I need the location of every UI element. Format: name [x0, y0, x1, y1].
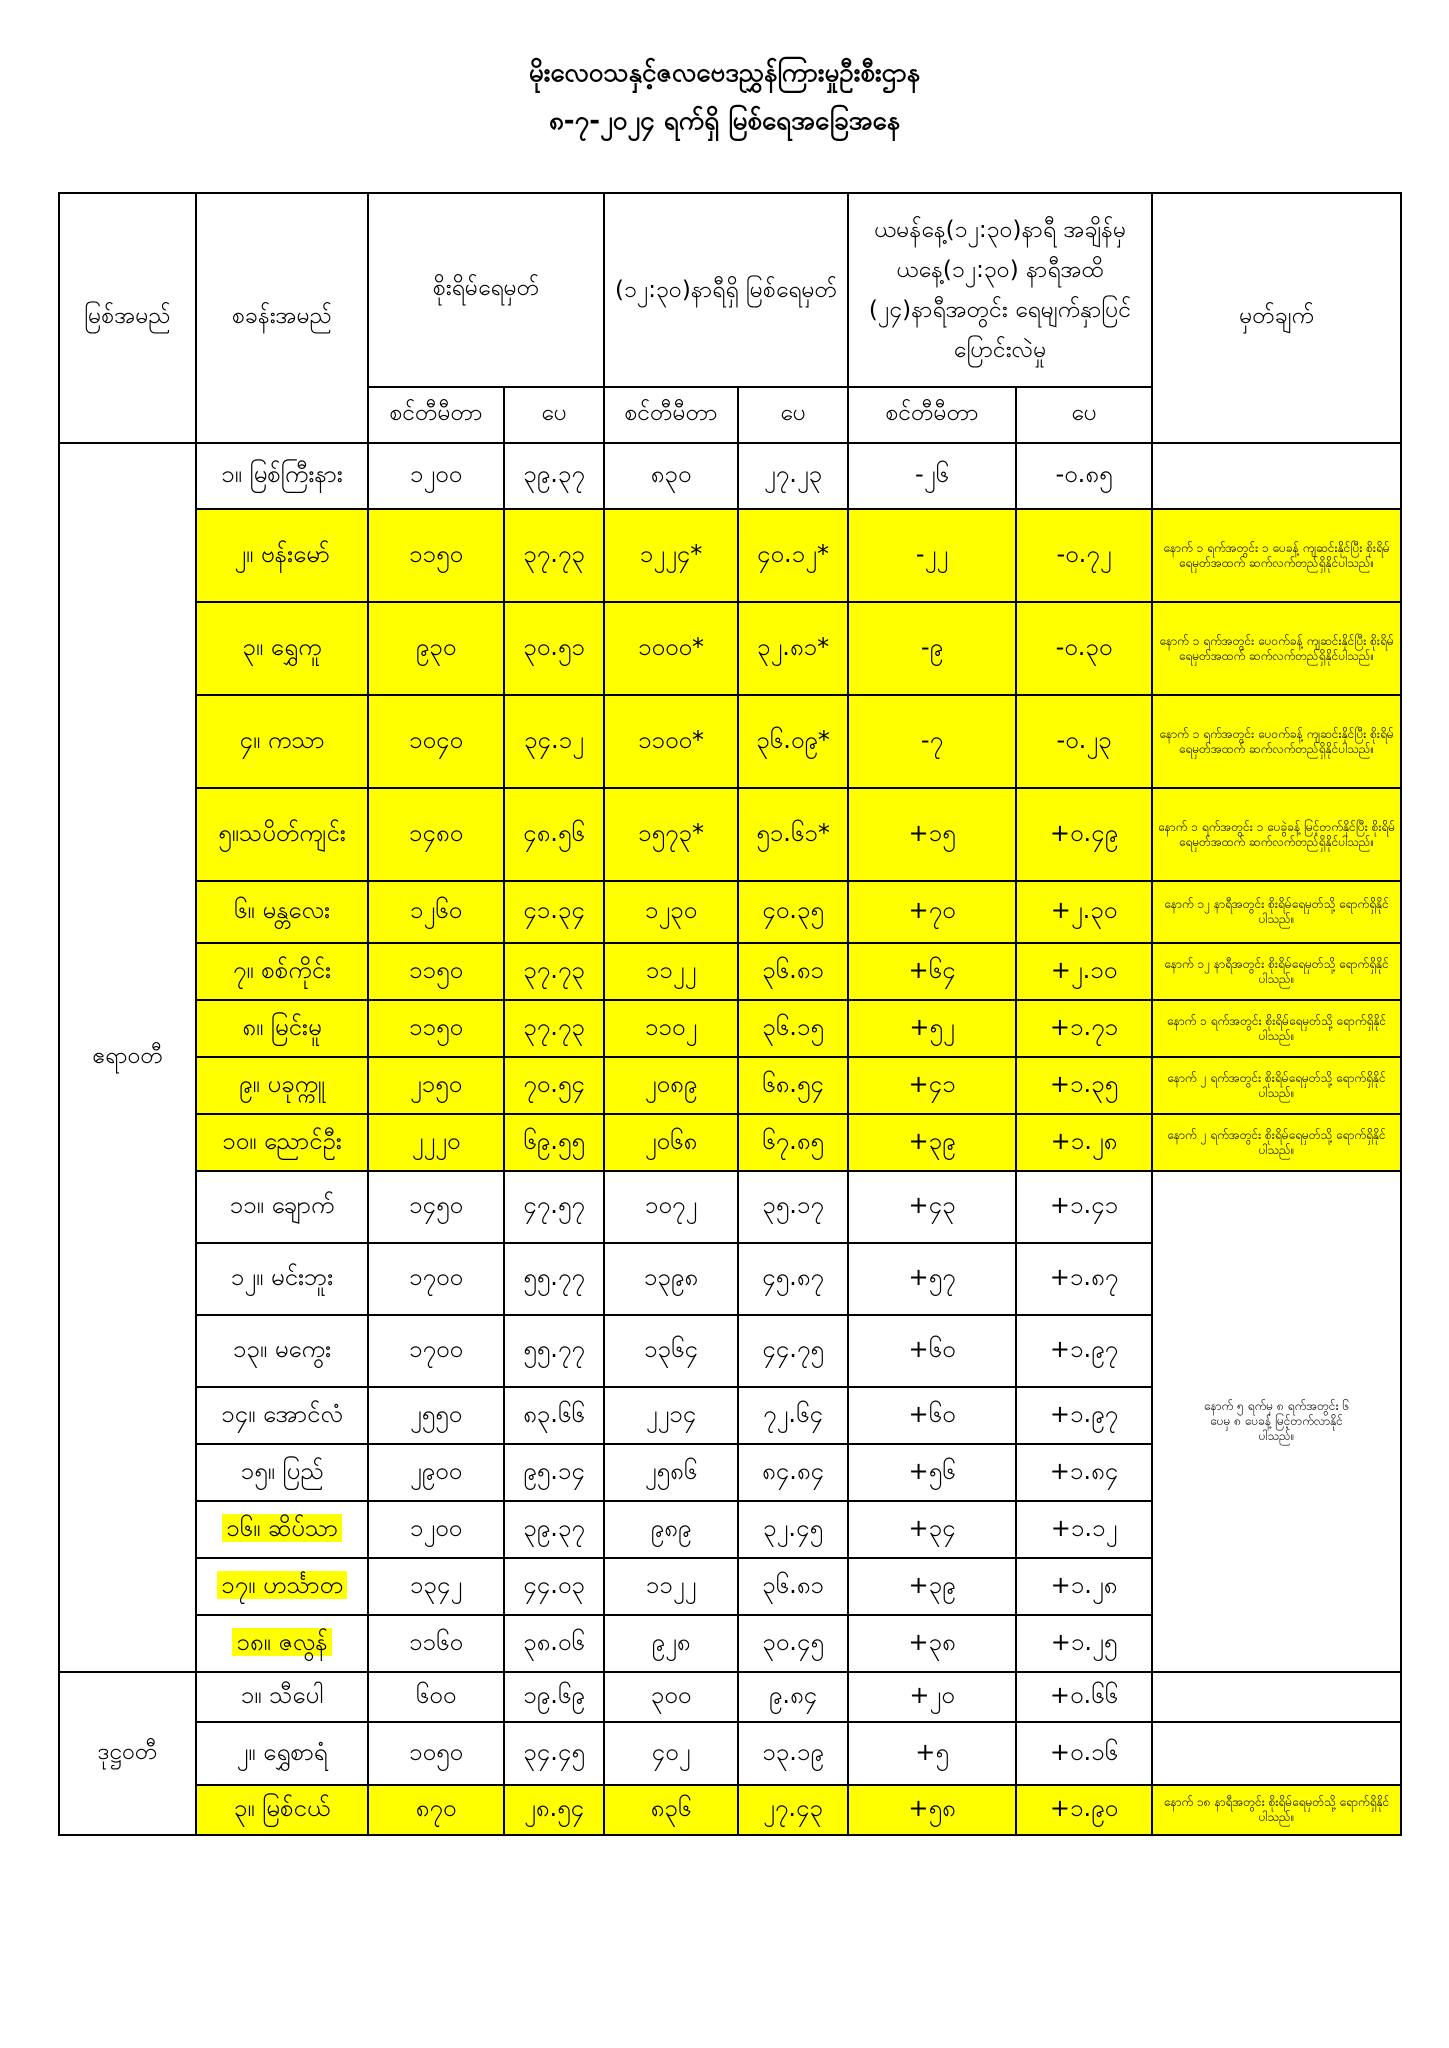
remark-cell: နောက် ၁၂ နာရီအတွင်း စိုးရိမ်ရေမှတ်သို့ ရောက်ရှိနိုင်ပါသည်။: [1152, 881, 1401, 943]
danger-cm-cell: ၁၀၅၀: [368, 1722, 504, 1785]
change-ft-cell: +၁.၂၈: [1016, 1558, 1152, 1615]
current-ft-cell: ၃၅.၁၇: [738, 1171, 848, 1243]
danger-ft-cell: ၃၄.၄၅: [504, 1722, 604, 1785]
danger-cm-cell: ၁၄၈၀: [368, 788, 504, 881]
change-ft-cell: +၂.၁၀: [1016, 943, 1152, 1000]
subheader-ft: ပေ: [1016, 387, 1152, 443]
danger-cm-cell: ၁၀၄၀: [368, 695, 504, 788]
change-cm-cell: +၄၁: [848, 1057, 1016, 1114]
river-name: ဒုဋ္ဌဝတီ: [59, 1672, 196, 1835]
current-ft-cell: ၃၆.၈၁: [738, 943, 848, 1000]
danger-cm-cell: ၈၇၀: [368, 1785, 504, 1835]
change-cm-cell: +၅၆: [848, 1444, 1016, 1501]
change-cm-cell: +၃၉: [848, 1558, 1016, 1615]
danger-cm-cell: ၁၂၆၀: [368, 881, 504, 943]
subheader-cm: စင်တီမီတာ: [368, 387, 504, 443]
danger-cm-cell: ၁၂၀၀: [368, 443, 504, 509]
current-cm-cell: ၉၈၉: [604, 1501, 738, 1558]
station-name: ၁၅။ ပြည်: [196, 1444, 368, 1501]
current-ft-cell: ၃၆.၁၅: [738, 1000, 848, 1057]
danger-cm-cell: ၁၇၀၀: [368, 1243, 504, 1315]
remark-cell: နောက် ၂ ရက်အတွင်း စိုးရိမ်ရေမှတ်သို့ ရောက်ရှိနိုင်ပါသည်။: [1152, 1057, 1401, 1114]
danger-ft-cell: ၃၈.၀၆: [504, 1615, 604, 1672]
station-name-highlight: ၁၆။ ဆိပ်သာ: [222, 1514, 342, 1542]
station-name: ၃။ ရွှေကူ: [196, 602, 368, 695]
river-name: ဧရာဝတီ: [59, 443, 196, 1672]
change-cm-cell: -၉: [848, 602, 1016, 695]
change-cm-cell: +၅: [848, 1722, 1016, 1785]
table-row: [59, 1114, 1401, 1171]
table-row: [59, 788, 1401, 881]
danger-cm-cell: ၁၄၅၀: [368, 1171, 504, 1243]
subheader-cm: စင်တီမီတာ: [604, 387, 738, 443]
danger-ft-cell: ၂၈.၅၄: [504, 1785, 604, 1835]
current-cm-cell: ၁၂၃၀: [604, 881, 738, 943]
change-cm-cell: +၆၀: [848, 1387, 1016, 1444]
change-cm-cell: +၅၈: [848, 1785, 1016, 1835]
change-ft-cell: +၁.၉၇: [1016, 1315, 1152, 1387]
subheader-ft: ပေ: [504, 387, 604, 443]
current-cm-cell: ၁၁၀၂: [604, 1000, 738, 1057]
change-cm-cell: +၄၃: [848, 1171, 1016, 1243]
current-ft-cell: ၈၄.၈၄: [738, 1444, 848, 1501]
station-name: ၈။ မြင်းမူ: [196, 1000, 368, 1057]
remark-cell: နောက် ၁ ရက်အတွင်း စိုးရိမ်ရေမှတ်သို့ ရောက်ရှိနိုင်ပါသည်။: [1152, 1000, 1401, 1057]
current-cm-cell: ၄၀၂: [604, 1722, 738, 1785]
header-24h-change: ယမန်နေ့(၁၂:၃၀)နာရီ အချိန်မှ ယနေ့(၁၂:၃၀) နာရီအထိ (၂၄)နာရီအတွင်း ရေမျက်နှာပြင်ပြောင်းလဲမှု: [848, 193, 1152, 387]
current-ft-cell: ၆၇.၈၅: [738, 1114, 848, 1171]
current-cm-cell: ၁၁၂၂: [604, 1558, 738, 1615]
change-ft-cell: +၁.၈၇: [1016, 1243, 1152, 1315]
station-name: ၁။ သီပေါ: [196, 1672, 368, 1722]
current-ft-cell: ၆၈.၅၄: [738, 1057, 848, 1114]
table-row: [59, 602, 1401, 695]
current-cm-cell: ၂၅၈၆: [604, 1444, 738, 1501]
danger-ft-cell: ၈၃.၆၆: [504, 1387, 604, 1444]
danger-ft-cell: ၃၇.၇၃: [504, 1000, 604, 1057]
change-cm-cell: +၁၅: [848, 788, 1016, 881]
current-cm-cell: ၁၀၇၂: [604, 1171, 738, 1243]
change-cm-cell: -၂၆: [848, 443, 1016, 509]
current-cm-cell: ၉၂၈: [604, 1615, 738, 1672]
current-cm-cell: ၂၂၁၄: [604, 1387, 738, 1444]
danger-ft-cell: ၃၉.၃၇: [504, 443, 604, 509]
danger-ft-cell: ၄၇.၅၇: [504, 1171, 604, 1243]
change-ft-cell: +၁.၂၅: [1016, 1615, 1152, 1672]
danger-ft-cell: ၃၀.၅၁: [504, 602, 604, 695]
current-cm-cell: ၁၃၆၄: [604, 1315, 738, 1387]
danger-ft-cell: ၄၄.၀၃: [504, 1558, 604, 1615]
current-ft-cell: ၃၀.၄၅: [738, 1615, 848, 1672]
change-ft-cell: +၁.၇၁: [1016, 1000, 1152, 1057]
header-river: မြစ်အမည်: [59, 193, 196, 443]
document-subtitle: ၈-၇-၂၀၂၄ ရက်ရှိ မြစ်ရေအခြေအနေ: [548, 106, 901, 136]
subheader-cm: စင်တီမီတာ: [848, 387, 1016, 443]
change-cm-cell: +၅၇: [848, 1243, 1016, 1315]
change-cm-cell: +၇၀: [848, 881, 1016, 943]
table-row: [59, 509, 1401, 602]
danger-cm-cell: ၂၂၂၀: [368, 1114, 504, 1171]
station-name: ၉။ ပခုက္ကူ: [196, 1057, 368, 1114]
change-cm-cell: +၃၄: [848, 1501, 1016, 1558]
table-row: [59, 881, 1401, 943]
current-ft-cell: ၃၂.၈၁*: [738, 602, 848, 695]
danger-ft-cell: ၁၉.၆၉: [504, 1672, 604, 1722]
change-ft-cell: +၁.၄၁: [1016, 1171, 1152, 1243]
change-ft-cell: -၀.၇၂: [1016, 509, 1152, 602]
danger-ft-cell: ၅၅.၇၇: [504, 1243, 604, 1315]
danger-cm-cell: ၁၁၅၀: [368, 943, 504, 1000]
current-ft-cell: ၂၇.၄၃: [738, 1785, 848, 1835]
danger-ft-cell: ၃၇.၇၃: [504, 943, 604, 1000]
table-row: [59, 1722, 1401, 1785]
change-ft-cell: +၁.၁၂: [1016, 1501, 1152, 1558]
station-name-highlight: ၁၇။ ဟင်္သာတ: [217, 1571, 347, 1599]
danger-cm-cell: ၁၁၅၀: [368, 1000, 504, 1057]
danger-ft-cell: ၃၄.၁၂: [504, 695, 604, 788]
document-title: မိုးလေဝသနှင့်ဇလဗေဒညွှန်ကြားမှုဦးစီးဌာန: [528, 58, 921, 88]
station-name: ၄။ ကသာ: [196, 695, 368, 788]
danger-cm-cell: ၂၅၅၀: [368, 1387, 504, 1444]
river-level-table: [58, 192, 1402, 1836]
station-name: ၃။ မြစ်ငယ်: [196, 1785, 368, 1835]
station-name: [196, 1501, 368, 1558]
current-ft-cell: ၄၄.၇၅: [738, 1315, 848, 1387]
remark-cell: နောက် ၁၂ နာရီအတွင်း စိုးရိမ်ရေမှတ်သို့ ရောက်ရှိနိုင်ပါသည်။: [1152, 943, 1401, 1000]
change-cm-cell: +၂၀: [848, 1672, 1016, 1722]
change-cm-cell: +၆၄: [848, 943, 1016, 1000]
danger-cm-cell: ၁၁၆၀: [368, 1615, 504, 1672]
remark-cell: နောက် ၂ ရက်အတွင်း စိုးရိမ်ရေမှတ်သို့ ရောက်ရှိနိုင်ပါသည်။: [1152, 1114, 1401, 1171]
current-cm-cell: ၁၁၂၂: [604, 943, 738, 1000]
subheader-ft: ပေ: [738, 387, 848, 443]
danger-cm-cell: ၁၃၄၂: [368, 1558, 504, 1615]
remark-cell: နောက် ၁ ရက်အတွင်း ၁ ပေခန့် ကျဆင်းနိုင်ပြီး စိုးရိမ်ရေမှတ်အထက် ဆက်လက်တည်ရှိနိုင်ပါသည်။: [1152, 509, 1401, 602]
change-ft-cell: +၀.၁၆: [1016, 1722, 1152, 1785]
remark-cell: နောက် ၁ ရက်အတွင်း ၁ ပေခွဲခန့် မြင့်တက်နိုင်ပြီး စိုးရိမ်ရေမှတ်အထက် ဆက်လက်တည်ရှိနိုင်ပါသည်။: [1152, 788, 1401, 881]
station-name: ၇။ စစ်ကိုင်း: [196, 943, 368, 1000]
header-station: စခန်းအမည်: [196, 193, 368, 443]
current-cm-cell: ၁၂၂၄*: [604, 509, 738, 602]
danger-cm-cell: ၁၂၀၀: [368, 1501, 504, 1558]
change-ft-cell: +၁.၂၈: [1016, 1114, 1152, 1171]
change-cm-cell: +၃၈: [848, 1615, 1016, 1672]
danger-ft-cell: ၄၁.၃၄: [504, 881, 604, 943]
table-row: [59, 1057, 1401, 1114]
current-cm-cell: ၁၅၇၃*: [604, 788, 738, 881]
table-row: [59, 1000, 1401, 1057]
current-ft-cell: ၁၃.၁၉: [738, 1722, 848, 1785]
change-cm-cell: +၃၉: [848, 1114, 1016, 1171]
change-ft-cell: +၂.၃၀: [1016, 881, 1152, 943]
header-current-level: (၁၂:၃၀)နာရီရှိ မြစ်ရေမှတ်: [604, 193, 848, 387]
change-ft-cell: -၀.၂၃: [1016, 695, 1152, 788]
header-danger-level: စိုးရိမ်ရေမှတ်: [368, 193, 604, 387]
remark-cell: နောက် ၁ ရက်အတွင်း ပေဝက်ခန့် ကျဆင်းနိုင်ပြီး စိုးရိမ်ရေမှတ်အထက် ဆက်လက်တည်ရှိနိုင်ပါသည်။: [1152, 695, 1401, 788]
current-ft-cell: ၄၅.၈၇: [738, 1243, 848, 1315]
current-ft-cell: ၄၀.၃၅: [738, 881, 848, 943]
station-name: ၁၁။ ချောက်: [196, 1171, 368, 1243]
remark-cell: [1152, 443, 1401, 509]
danger-ft-cell: ၅၅.၇၇: [504, 1315, 604, 1387]
current-ft-cell: ၃၂.၄၅: [738, 1501, 848, 1558]
change-cm-cell: -၂၂: [848, 509, 1016, 602]
current-ft-cell: ၉.၈၄: [738, 1672, 848, 1722]
remark-cell: [1152, 1722, 1401, 1785]
station-name: ၁၀။ ညောင်ဦး: [196, 1114, 368, 1171]
remark-cell: နောက် ၁ ရက်အတွင်း ပေဝက်ခန့် ကျဆင်းနိုင်ပြီး စိုးရိမ်ရေမှတ်အထက် ဆက်လက်တည်ရှိနိုင်ပါသည်။: [1152, 602, 1401, 695]
table-row: [59, 695, 1401, 788]
station-name: ၂။ ဗန်းမော်: [196, 509, 368, 602]
danger-cm-cell: ၁၁၅၀: [368, 509, 504, 602]
table-row: [59, 1672, 1401, 1722]
station-name: ၁။ မြစ်ကြီးနား: [196, 443, 368, 509]
danger-ft-cell: ၄၈.၅၆: [504, 788, 604, 881]
station-name: ၁၄။ အောင်လံ: [196, 1387, 368, 1444]
station-name: ၆။ မန္တလေး: [196, 881, 368, 943]
current-ft-cell: ၄၀.၁၂*: [738, 509, 848, 602]
station-name: ၅။သပိတ်ကျင်း: [196, 788, 368, 881]
danger-ft-cell: ၆၉.၅၅: [504, 1114, 604, 1171]
change-ft-cell: +၀.၆၆: [1016, 1672, 1152, 1722]
header-remark: မှတ်ချက်: [1152, 193, 1401, 443]
change-ft-cell: +၁.၃၅: [1016, 1057, 1152, 1114]
current-ft-cell: ၅၁.၆၁*: [738, 788, 848, 881]
station-name: [196, 1615, 368, 1672]
danger-cm-cell: ၆၀၀: [368, 1672, 504, 1722]
change-ft-cell: +၁.၉၇: [1016, 1387, 1152, 1444]
table-row: [59, 1785, 1401, 1835]
remark-cell: [1152, 1672, 1401, 1722]
table-row: [59, 1171, 1401, 1243]
current-cm-cell: ၁၃၉၈: [604, 1243, 738, 1315]
danger-cm-cell: ၂၁၅၀: [368, 1057, 504, 1114]
danger-ft-cell: ၉၅.၁၄: [504, 1444, 604, 1501]
current-cm-cell: ၃၀၀: [604, 1672, 738, 1722]
remark-cell: နောက် ၁၈ နာရီအတွင်း စိုးရိမ်ရေမှတ်သို့ ရောက်ရှိနိုင်ပါသည်။: [1152, 1785, 1401, 1835]
current-cm-cell: ၁၁၀၀*: [604, 695, 738, 788]
danger-cm-cell: ၂၉၀၀: [368, 1444, 504, 1501]
station-name: [196, 1558, 368, 1615]
danger-cm-cell: ၁၇၀၀: [368, 1315, 504, 1387]
remark-cell: နောက် ၅ ရက်မှ ၈ ရက်အတွင်း ၆ ပေမှ ၈ ပေခန့် မြင့်တက်လာနိုင်ပါသည်။: [1152, 1171, 1401, 1672]
station-name-highlight: ၁၈။ ဇလွန်: [232, 1628, 331, 1656]
current-cm-cell: ၈၃၆: [604, 1785, 738, 1835]
station-name: ၁၂။ မင်းဘူး: [196, 1243, 368, 1315]
change-cm-cell: -၇: [848, 695, 1016, 788]
change-ft-cell: -၀.၃၀: [1016, 602, 1152, 695]
current-ft-cell: ၃၆.၈၁: [738, 1558, 848, 1615]
table-row: [59, 443, 1401, 509]
current-cm-cell: ၈၃၀: [604, 443, 738, 509]
current-ft-cell: ၂၇.၂၃: [738, 443, 848, 509]
current-cm-cell: ၂၀၈၉: [604, 1057, 738, 1114]
current-cm-cell: ၁၀၀၀*: [604, 602, 738, 695]
danger-cm-cell: ၉၃၀: [368, 602, 504, 695]
change-ft-cell: -၀.၈၅: [1016, 443, 1152, 509]
danger-ft-cell: ၃၇.၇၃: [504, 509, 604, 602]
current-ft-cell: ၇၂.၆၄: [738, 1387, 848, 1444]
change-cm-cell: +၆၀: [848, 1315, 1016, 1387]
danger-ft-cell: ၇၀.၅၄: [504, 1057, 604, 1114]
change-ft-cell: +၀.၄၉: [1016, 788, 1152, 881]
table-row: [59, 943, 1401, 1000]
station-name: ၂။ ရွှေစာရံ: [196, 1722, 368, 1785]
danger-ft-cell: ၃၉.၃၇: [504, 1501, 604, 1558]
current-ft-cell: ၃၆.၀၉*: [738, 695, 848, 788]
change-cm-cell: +၅၂: [848, 1000, 1016, 1057]
change-ft-cell: +၁.၈၄: [1016, 1444, 1152, 1501]
current-cm-cell: ၂၀၆၈: [604, 1114, 738, 1171]
change-ft-cell: +၁.၉၀: [1016, 1785, 1152, 1835]
station-name: ၁၃။ မကွေး: [196, 1315, 368, 1387]
